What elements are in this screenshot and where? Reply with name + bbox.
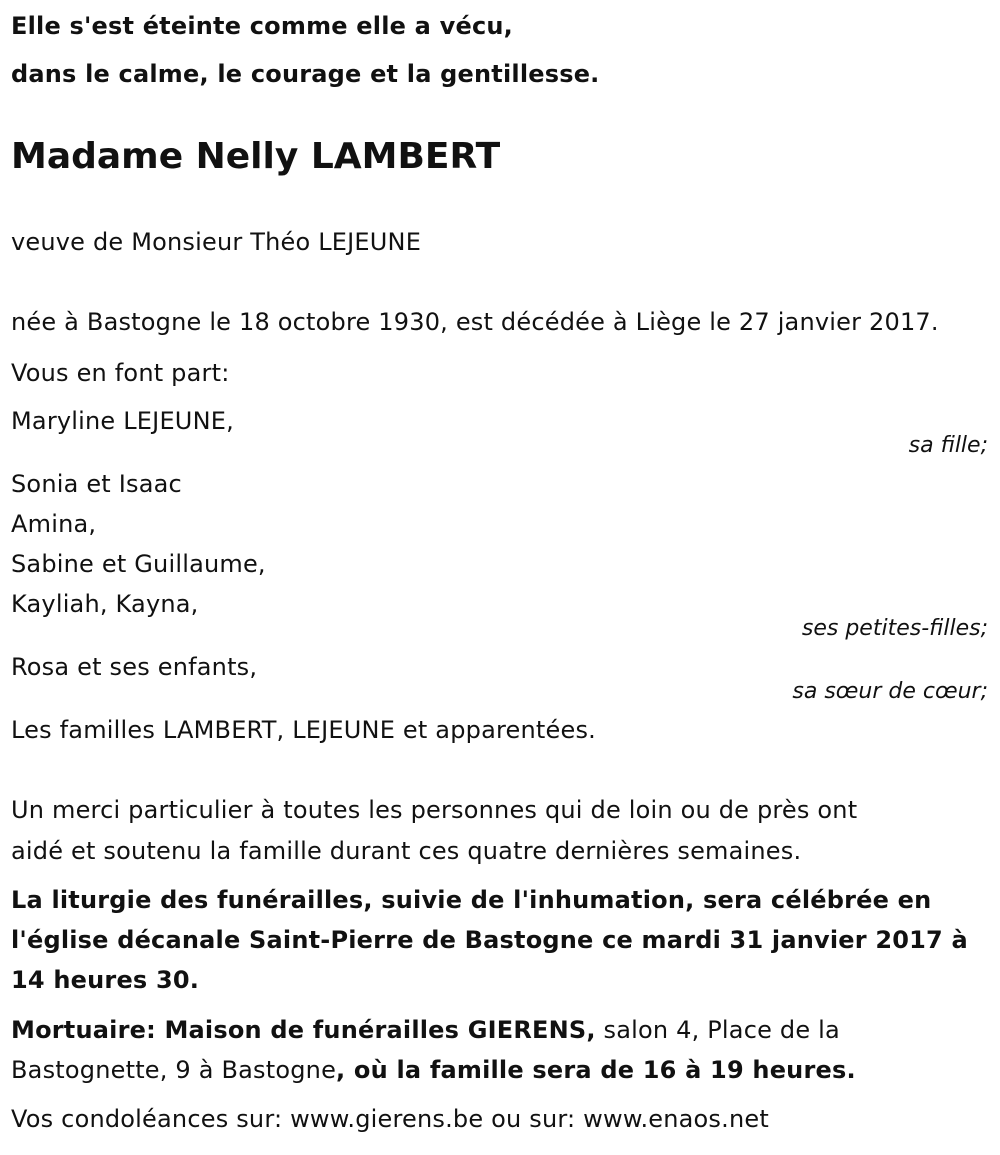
mortuary-hours: , où la famille sera de 16 à 19 heures.: [336, 1056, 856, 1084]
mortuary-line-2: [11, 1055, 856, 1085]
mortuary-line-1: [11, 1015, 840, 1045]
family-name: Rosa et ses enfants,: [11, 653, 258, 681]
birth-death: née à Bastogne le 18 octobre 1930, est décédée à Liège le 27 janvier 2017.: [11, 308, 939, 336]
family-name: Kayliah, Kayna,: [11, 590, 199, 618]
mortuary-label: Mortuaire: Maison de funérailles GIERENS,: [11, 1016, 596, 1044]
families-line: Les familles LAMBERT, LEJEUNE et apparentées.: [11, 716, 596, 744]
family-role: ses petites-filles;: [801, 616, 988, 641]
family-role: sa fille;: [908, 433, 988, 458]
widow-of: veuve de Monsieur Théo LEJEUNE: [11, 228, 422, 256]
thanks-line-2: aidé et soutenu la famille durant ces quatre dernières semaines.: [11, 837, 802, 865]
mortuary-address-2: Bastognette, 9 à Bastogne: [11, 1056, 337, 1084]
epigraph-line-2: dans le calme, le courage et la gentillesse.: [11, 60, 600, 88]
announcement-intro: Vous en font part:: [11, 359, 230, 387]
deceased-name: Madame Nelly LAMBERT: [11, 136, 501, 177]
funeral-line-1: La liturgie des funérailles, suivie de l'inhumation, sera célébrée en: [11, 886, 932, 914]
family-name: Sabine et Guillaume,: [11, 550, 266, 578]
mortuary-address-1: salon 4, Place de la: [595, 1016, 840, 1044]
family-name: Sonia et Isaac: [11, 470, 182, 498]
condolences-line: Vos condoléances sur: www.gierens.be ou sur: www.enaos.net: [11, 1105, 769, 1133]
funeral-line-3: 14 heures 30.: [11, 966, 200, 994]
funeral-line-2: l'église décanale Saint-Pierre de Bastogne ce mardi 31 janvier 2017 à: [11, 926, 968, 954]
thanks-line-1: Un merci particulier à toutes les personnes qui de loin ou de près ont: [11, 796, 858, 824]
family-name: Maryline LEJEUNE,: [11, 407, 234, 435]
family-role: sa sœur de cœur;: [792, 679, 988, 704]
epigraph-line-1: Elle s'est éteinte comme elle a vécu,: [11, 12, 513, 40]
family-name: Amina,: [11, 510, 97, 538]
